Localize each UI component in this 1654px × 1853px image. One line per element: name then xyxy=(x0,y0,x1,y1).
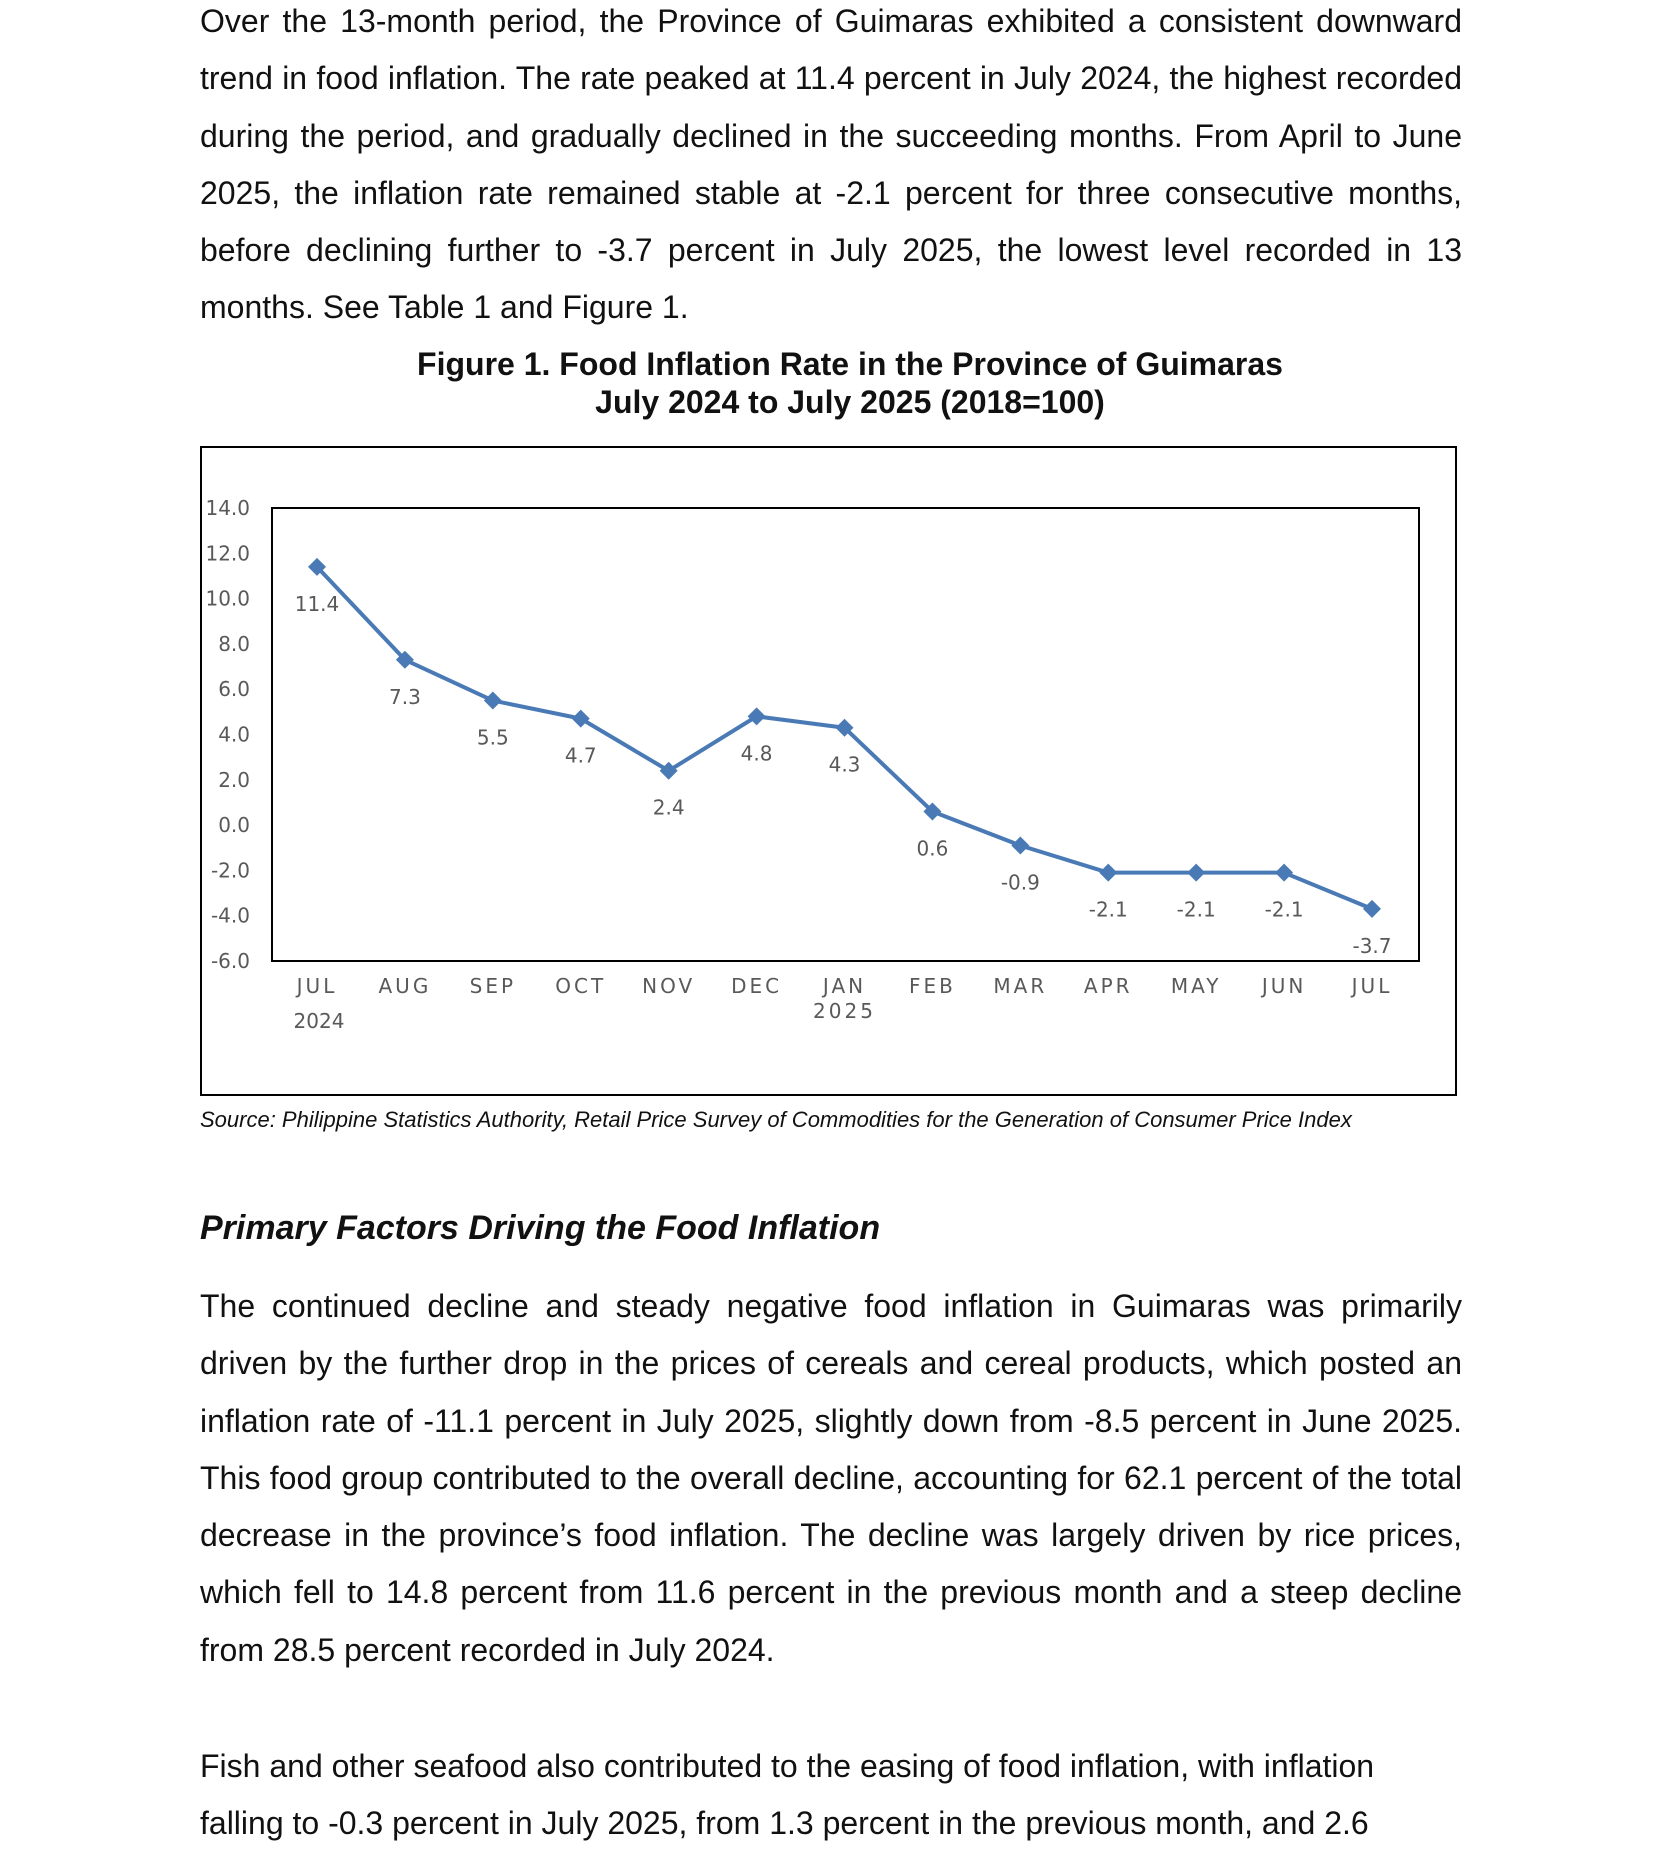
data-point-marker xyxy=(1011,836,1029,854)
x-tick-label: JUL xyxy=(1351,974,1393,998)
x-tick-label: JAN xyxy=(822,974,867,998)
x-tick-label: DEC xyxy=(731,974,783,998)
data-point-marker xyxy=(1099,864,1117,882)
factors-paragraph: The continued decline and steady negative food inflation in Guimaras was primarily driven by the further drop in the prices of cereals and cereal products, which posted an inflation rate of -11.1 percent in July 2025, slightly down from -8.5 percent in June 2025. This food group contributed to the overall decline, accounting for 62.1 percent of the total decrease in the province’s food inflation. The decline was largely driven by rice prices, which fell to 14.8 percent from 11.6 percent in the previous month and a steep decline from 28.5 percent recorded in July 2024. xyxy=(200,1288,1462,1668)
y-tick-label: 14.0 xyxy=(205,496,250,520)
data-label: -2.1 xyxy=(1088,897,1128,922)
data-label: 5.5 xyxy=(476,725,509,750)
y-tick-label: 12.0 xyxy=(205,541,250,566)
x-tick-label: JUN xyxy=(1261,974,1307,998)
y-tick-label: 4.0 xyxy=(218,722,250,747)
data-point-marker xyxy=(748,707,766,725)
y-tick-label: -2.0 xyxy=(210,858,250,883)
data-point-marker xyxy=(572,710,590,728)
y-tick-label: -4.0 xyxy=(210,903,250,928)
y-tick-label: -6.0 xyxy=(210,949,250,973)
y-tick-label: 8.0 xyxy=(218,631,250,656)
data-label: -0.9 xyxy=(1000,870,1040,895)
x-year-label: 2024 xyxy=(293,1009,345,1033)
y-tick-label: 0.0 xyxy=(218,813,250,838)
figure-title-line-2: July 2024 to July 2025 (2018=100) xyxy=(595,384,1105,420)
data-labels xyxy=(295,592,1392,958)
data-label: 7.3 xyxy=(389,684,421,709)
figure-source-note: Source: Philippine Statistics Authority, Retail Price Survey of Commodities for the Generation of Consumer Price Index xyxy=(200,1107,1352,1132)
data-point-marker xyxy=(1275,864,1293,882)
y-tick-label: 6.0 xyxy=(218,677,250,702)
series-line xyxy=(317,567,1372,909)
fish-paragraph: Fish and other seafood also contributed to the easing of food inflation, with inflation falling to -0.3 percent in July 2025, from 1.3 percent in the previous month, and 2.6 xyxy=(200,1748,1375,1842)
data-point-marker xyxy=(484,692,502,710)
y-tick-label: 10.0 xyxy=(205,586,250,611)
x-tick-label: MAY xyxy=(1170,974,1222,998)
y-axis-tick-labels xyxy=(205,496,250,973)
x-axis-tick-labels xyxy=(294,974,1393,1033)
x-tick-label: NOV xyxy=(642,974,696,998)
series-line-group xyxy=(317,567,1372,909)
figure-title xyxy=(200,345,1500,421)
data-point-marker xyxy=(1363,900,1381,918)
x-tick-label: AUG xyxy=(378,974,432,998)
data-point-marker xyxy=(660,762,678,780)
data-label: 4.8 xyxy=(740,741,773,766)
intro-paragraph: Over the 13-month period, the Province of Guimaras exhibited a consistent downward trend in food inflation. The rate peaked at 11.4 percent in July 2024, the highest recorded during the period, and gradually declined in the succeeding months. From April to June 2025, the inflation rate remained stable at -2.1 percent for three consecutive months, before declining further to -3.7 percent in July 2025, the lowest level recorded in 13 months. See Table 1 and Figure 1. xyxy=(200,3,1462,326)
data-label: 2.4 xyxy=(652,795,685,820)
chart-frame xyxy=(200,446,1457,1096)
data-label: -2.1 xyxy=(1176,897,1216,922)
data-label: 4.7 xyxy=(564,743,597,768)
section-heading: Primary Factors Driving the Food Inflation xyxy=(200,1209,881,1247)
data-label: 4.3 xyxy=(828,752,861,777)
x-tick-label: SEP xyxy=(469,974,517,998)
data-label: 11.4 xyxy=(294,591,340,616)
x-year-label: 2025 xyxy=(813,999,876,1023)
x-tick-label: APR xyxy=(1083,974,1133,998)
series-markers xyxy=(308,558,1381,918)
data-label: -2.1 xyxy=(1264,897,1304,922)
data-point-marker xyxy=(1187,864,1205,882)
x-tick-label: FEB xyxy=(908,974,956,998)
x-tick-label: MAR xyxy=(993,974,1048,998)
data-label: -3.7 xyxy=(1352,933,1392,958)
x-tick-label: OCT xyxy=(555,974,607,998)
figure-title-line-1: Figure 1. Food Inflation Rate in the Province of Guimaras xyxy=(417,346,1283,382)
y-tick-label: 2.0 xyxy=(218,767,250,792)
data-label: 0.6 xyxy=(916,836,949,861)
food-inflation-line-chart xyxy=(202,448,1455,1094)
x-tick-label: JUL xyxy=(296,974,338,998)
